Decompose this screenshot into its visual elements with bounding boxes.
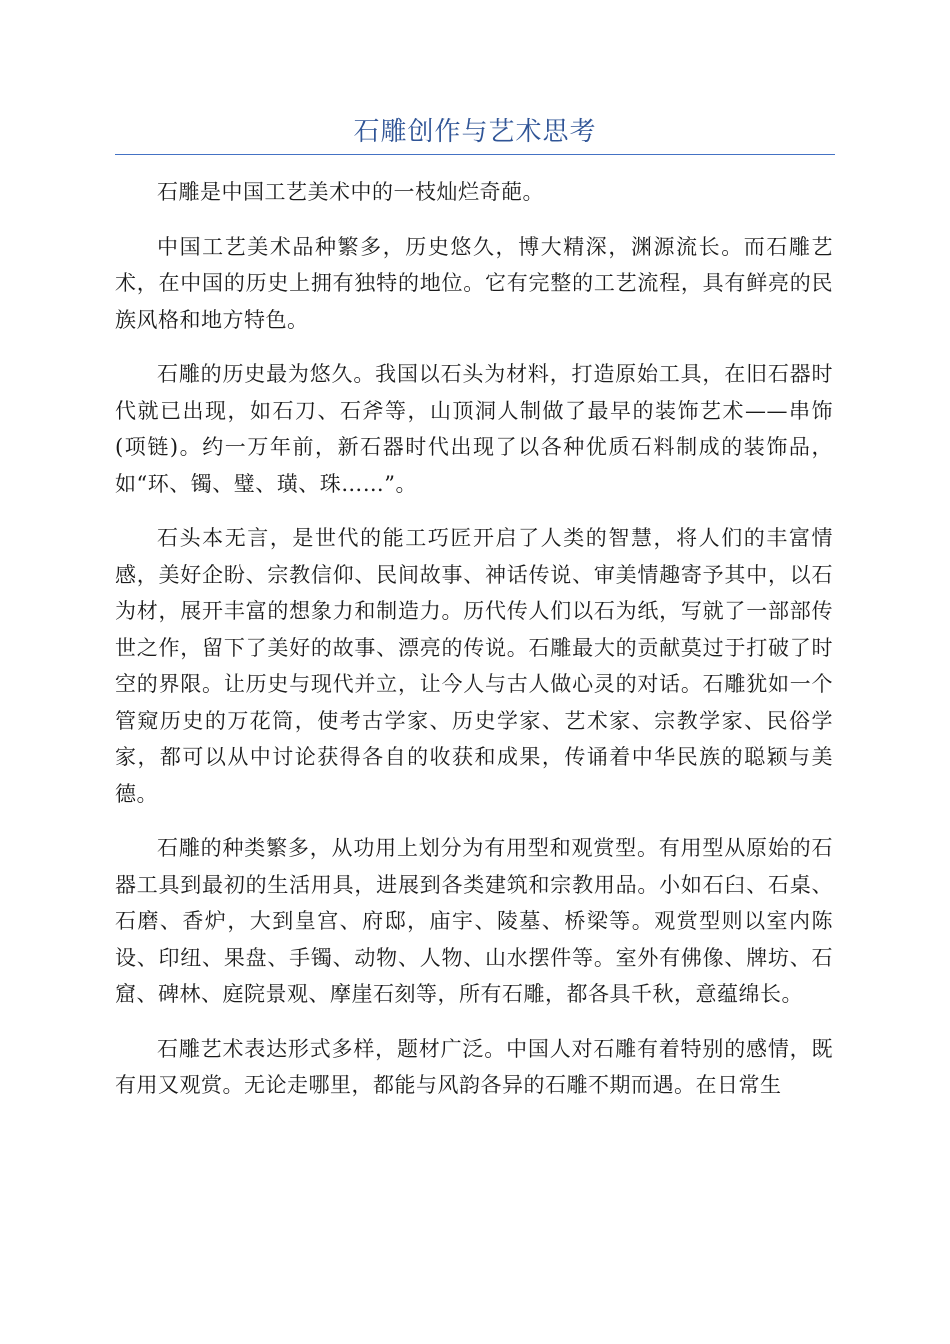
paragraph-3: 石雕的历史最为悠久。我国以石头为材料，打造原始工具，在旧石器时代就已出现，如石刀、石斧等，山顶洞人制做了最早的装饰艺术——串饰(项链)。约一万年前，新石器时代出现了以各种优质石料制成的装饰品，如“环、镯、璧、璜、珠……”。 (115, 362, 833, 496)
title-underline (115, 154, 835, 155)
paragraph-1: 石雕是中国工艺美术中的一枝灿烂奇葩。 (157, 180, 544, 204)
paragraph-5: 石雕的种类繁多，从功用上划分为有用型和观赏型。有用型从原始的石器工具到最初的生活用具，进展到各类建筑和宗教用品。小如石臼、石桌、石磨、香炉，大到皇宫、府邸，庙宇、陵墓、桥梁等。观赏型则以室内陈设、印纽、果盘、手镯、动物、人物、山水摆件等。室外有佛像、牌坊、石窟、碑林、庭院景观、摩崖石刻等，所有石雕，都各具千秋，意蕴绵长。 (115, 836, 833, 1006)
document-title: 石雕创作与艺术思考 (353, 117, 597, 147)
paragraph-2: 中国工艺美术品种繁多，历史悠久，博大精深，渊源流长。而石雕艺术，在中国的历史上拥有独特的地位。它有完整的工艺流程，具有鲜亮的民族风格和地方特色。 (115, 234, 833, 332)
paragraph-4: 石头本无言，是世代的能工巧匠开启了人类的智慧，将人们的丰富情感，美好企盼、宗教信仰、民间故事、神话传说、审美情趣寄予其中，以石为材，展开丰富的想象力和制造力。历代传人们以石为纸，写就了一部部传世之作，留下了美好的故事、漂亮的传说。石雕最大的贡献莫过于打破了时空的界限。让历史与现代并立，让今人与古人做心灵的对话。石雕犹如一个管窥历史的万花筒，使考古学家、历史学家、艺术家、宗教学家、民俗学家，都可以从中讨论获得各自的收获和成果，传诵着中华民族的聪颖与美德。 (115, 526, 833, 806)
document-body (115, 174, 833, 1122)
paragraph-6: 石雕艺术表达形式多样，题材广泛。中国人对石雕有着特别的感情，既有用又观赏。无论走哪里，都能与风韵各异的石雕不期而遇。在日常生 (115, 1036, 833, 1097)
